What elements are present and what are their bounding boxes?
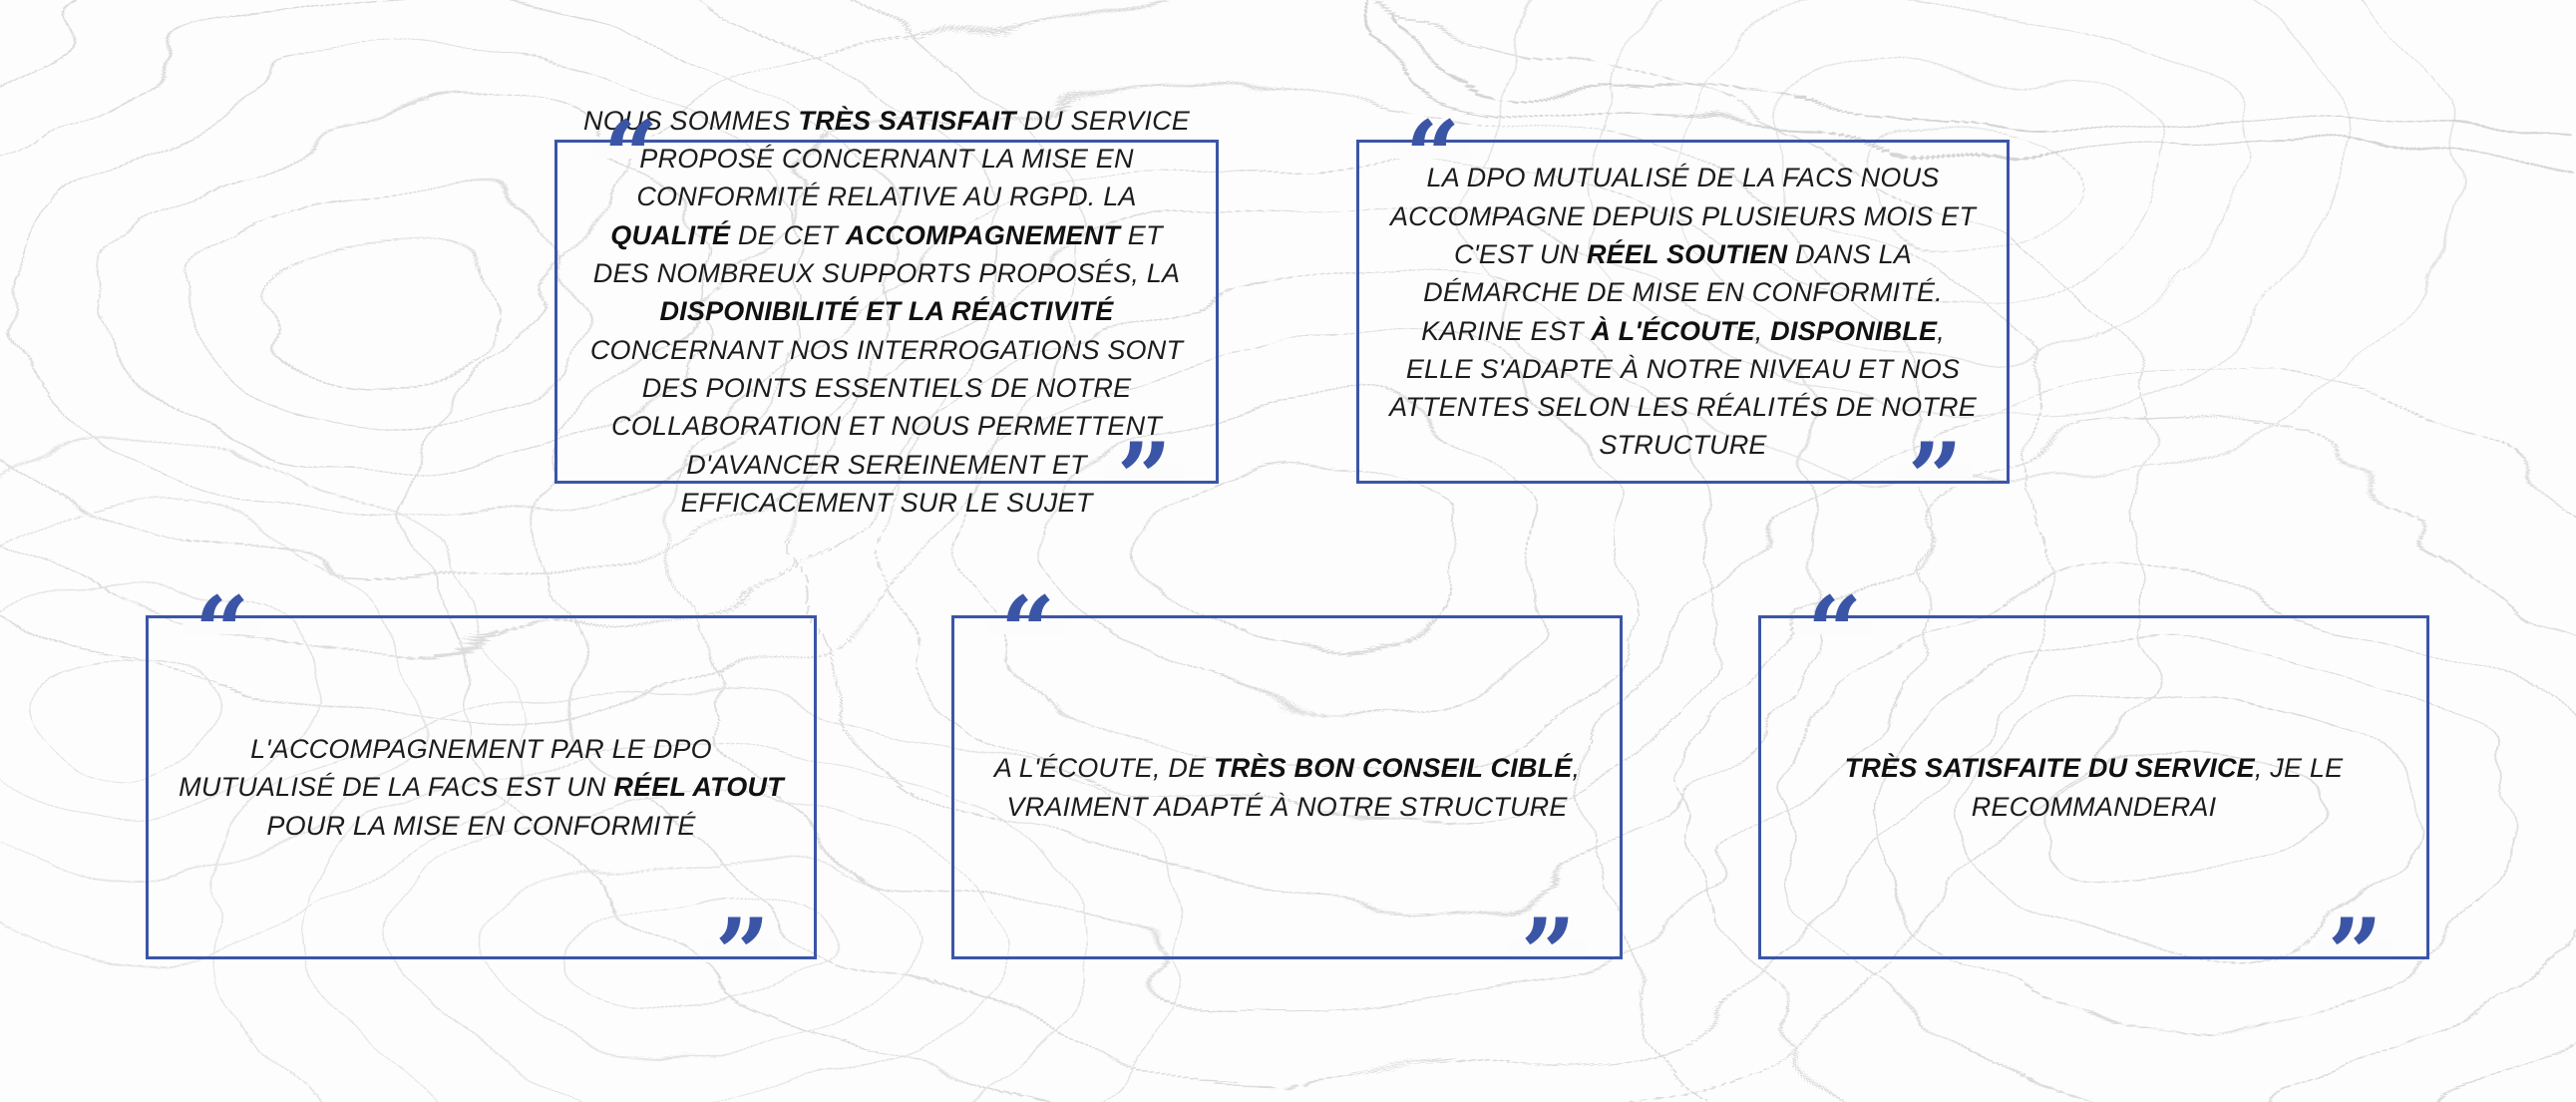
testimonial-text-3: L'ACCOMPAGNEMENT PAR LE DPO MUTUALISÉ DE LA FACS EST UN RÉEL ATOUT POUR LA MISE EN CONFORMITÉ: [179, 734, 784, 841]
quote-close-icon: ”: [1509, 907, 1586, 1002]
quote-close-icon: ”: [703, 907, 780, 1002]
quote-close-icon: ”: [1105, 431, 1182, 527]
quote-open-icon: “: [1393, 109, 1470, 204]
quote-open-icon: “: [1795, 584, 1872, 680]
testimonial-text-5: TRÈS SATISFAITE DU SERVICE, JE LE RECOMMANDERAI: [1844, 753, 2344, 822]
quote-open-icon: “: [591, 109, 668, 204]
testimonial-card-2: [1356, 100, 2010, 535]
quote-close-icon: ”: [1896, 431, 1973, 527]
testimonial-card-3: [146, 575, 817, 1010]
testimonial-text-4: A L'ÉCOUTE, DE TRÈS BON CONSEIL CIBLÉ, VRAIMENT ADAPTÉ À NOTRE STRUCTURE: [993, 753, 1581, 822]
testimonial-text-1: NOUS SOMMES TRÈS SATISFAIT DU SERVICE PROPOSÉ CONCERNANT LA MISE EN CONFORMITÉ RELATIVE AU RGPD. LA QUALITÉ DE CET ACCOMPAGNEMENT ET DES NOMBREUX SUPPORTS PROPOSÉS, LA DISPONIBILITÉ ET LA RÉACTIVITÉ CONCERNANT NOS INTERROGATIONS SONT DES POINTS ESSENTIELS DE NOTRE COLLABORATION ET NOUS PERMETTENT D'AVANCER SEREINEMENT ET EFFICACEMENT SUR LE SUJET: [583, 105, 1190, 518]
testimonial-card-5: [1758, 575, 2429, 1010]
quote-open-icon: “: [988, 584, 1065, 680]
quote-close-icon: ”: [2316, 907, 2392, 1002]
testimonial-card-4: [951, 575, 1623, 1010]
quote-open-icon: “: [183, 584, 259, 680]
testimonial-card-1: [554, 100, 1219, 535]
testimonial-text-2: LA DPO MUTUALISÉ DE LA FACS NOUS ACCOMPAGNE DEPUIS PLUSIEURS MOIS ET C'EST UN RÉEL SOUTIEN DANS LA DÉMARCHE DE MISE EN CONFORMITÉ. KARINE EST À L'ÉCOUTE, DISPONIBLE, ELLE S'ADAPTE À NOTRE NIVEAU ET NOS ATTENTES SELON LES RÉALITÉS DE NOTRE STRUCTURE: [1389, 163, 1977, 461]
